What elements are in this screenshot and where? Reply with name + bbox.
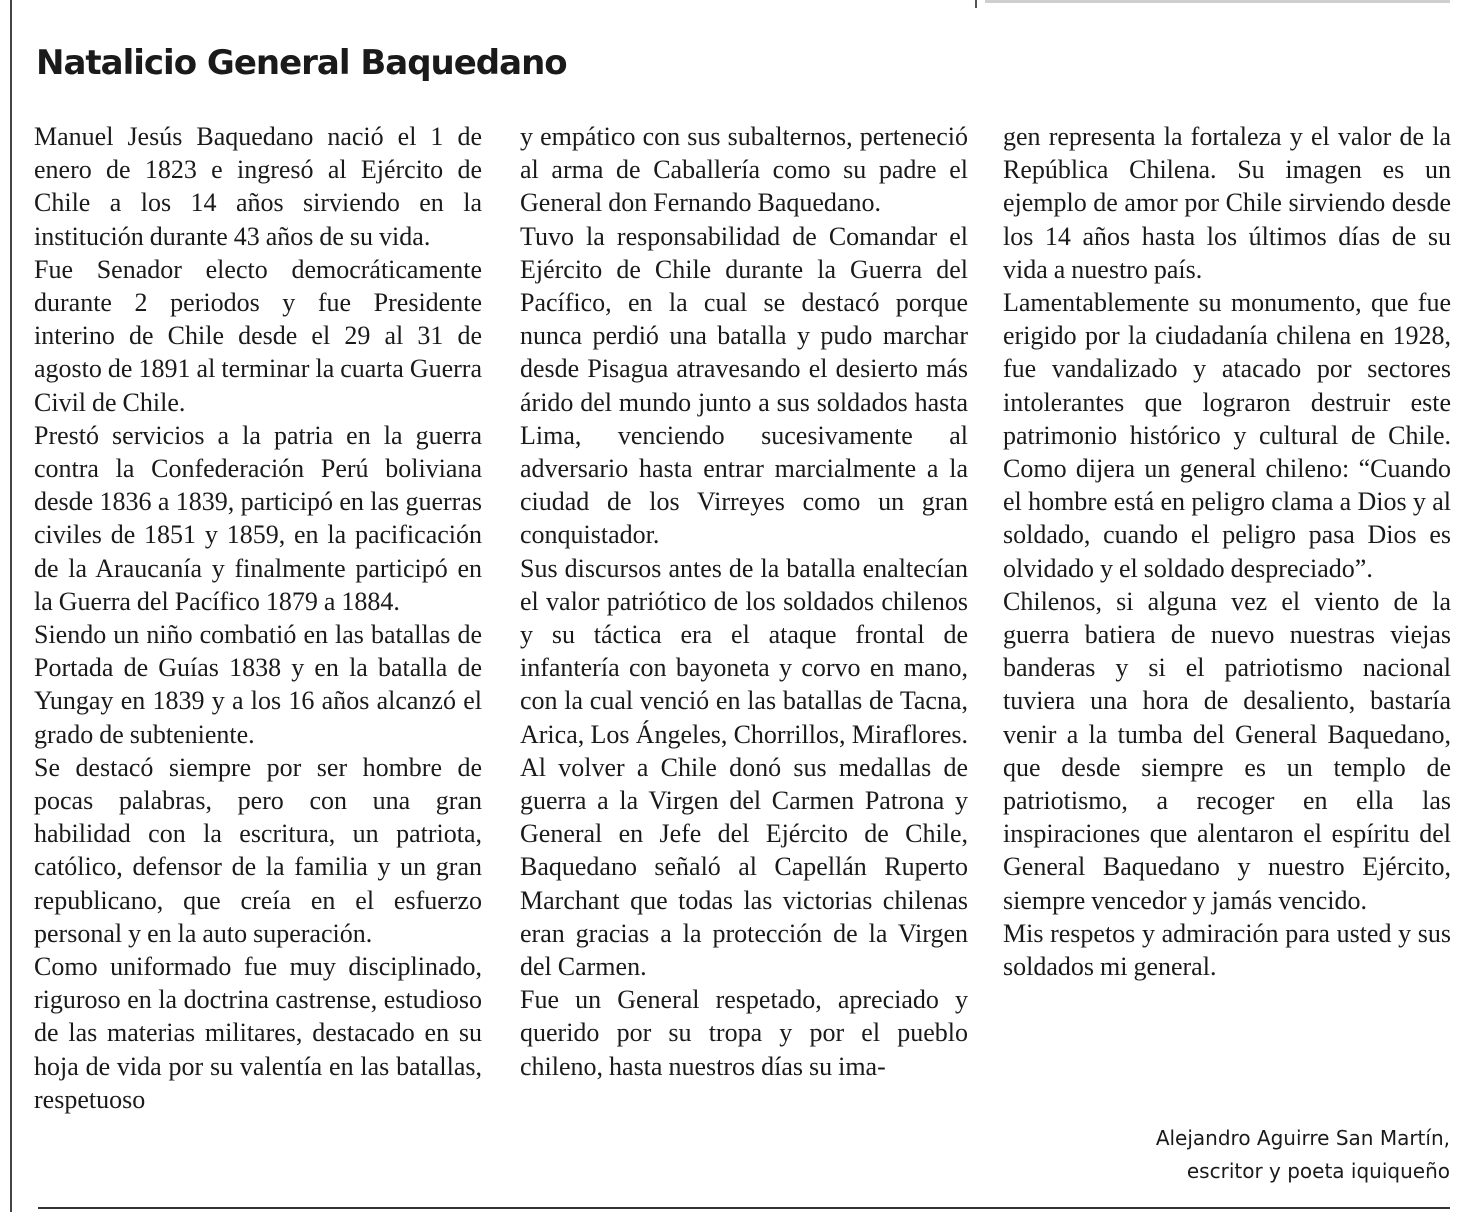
column-2-paragraph-1: y empático con sus subalternos, perteneció al arma de Caballería como su padre el General don Fernando Baquedano.	[520, 122, 968, 218]
column-1-paragraph-1: Manuel Jesús Baquedano nació el 1 de enero de 1823 e ingresó al Ejército de Chile a los 14 años sirviendo en la institución durante 43 años de su vida.	[34, 122, 482, 251]
article-headline: Natalicio General Baquedano	[36, 43, 567, 83]
column-3-paragraph-3: Chilenos, si alguna vez el viento de la guerra batiera de nuevo nuestras viejas banderas y si el patriotismo nacional tuviera una hora de desaliento, bastaría venir a la tumba del General Baquedano, que desde siempre es un templo de patriotismo, a recoger en ella las inspiraciones que alentaron el espíritu del General Baquedano y nuestro Ejército, siempre vencedor y jamás vencido.	[1003, 586, 1451, 915]
article-column-1	[34, 120, 482, 1116]
column-1-paragraph-4: Siendo un niño combatió en las batallas de Portada de Guías 1838 y en la batalla de Yungay en 1839 y a los 16 años alcanzó el grado de subteniente.	[34, 620, 482, 749]
column-1-paragraph-2: Fue Senador electo democráticamente durante 2 periodos y fue Presidente interino de Chile desde el 29 al 31 de agosto de 1891 al terminar la cuarta Guerra Civil de Chile.	[34, 254, 482, 417]
top-column-tick	[975, 0, 977, 8]
column-3-paragraph-1: gen representa la fortaleza y el valor de la República Chilena. Su imagen es un ejemplo de amor por Chile sirviendo desde los 14 años hasta los últimos días de su vida a nuestro país.	[1003, 122, 1451, 284]
bottom-rule	[38, 1207, 1450, 1209]
left-margin-rule	[10, 0, 12, 1212]
column-2-paragraph-3: Sus discursos antes de la batalla enaltecían el valor patriótico de los soldados chilenos y su táctica era el ataque frontal de infantería con bayoneta y corvo en mano, con la cual venció en las batallas de Tacna, Arica, Los Ángeles, Chorrillos, Miraflores. Al volver a Chile donó sus medallas de guerra a la Virgen del Carmen Patrona y General en Jefe del Ejército de Chile, Baquedano señaló al Capellán Ruperto Marchant que todas las victorias chilenas eran gracias a la protección de la Virgen del Carmen.	[520, 553, 968, 982]
author-signature	[1156, 1122, 1450, 1188]
top-rule	[985, 0, 1450, 3]
column-1-paragraph-5: Se destacó siempre por ser hombre de pocas palabras, pero con una gran habilidad con la escritura, un patriota, católico, defensor de la familia y un gran republicano, que creía en el esfuerzo personal y en la auto superación.	[34, 752, 482, 948]
article-column-3	[1003, 120, 1451, 983]
author-role: escritor y poeta iquiqueño	[1186, 1159, 1450, 1183]
column-3-paragraph-2: Lamentablemente su monumento, que fue erigido por la ciudadanía chilena en 1928, fue vandalizado y atacado por sectores intolerantes que lograron destruir este patrimonio histórico y cultural de Chile. Como dijera un general chileno: “Cuando el hombre está en peligro clama a Dios y al soldado, cuando el peligro pasa Dios es olvidado y el soldado despreciado”.	[1003, 288, 1451, 583]
column-3-paragraph-4: Mis respetos y admiración para usted y sus soldados mi general.	[1003, 918, 1451, 982]
author-name: Alejandro Aguirre San Martín,	[1155, 1126, 1450, 1150]
column-2-paragraph-4: Fue un General respetado, apreciado y querido por su tropa y por el pueblo chileno, hasta nuestros días su ima-	[520, 985, 968, 1081]
column-2-paragraph-2: Tuvo la responsabilidad de Comandar el Ejército de Chile durante la Guerra del Pacífico, en la cual se destacó porque nunca perdió una batalla y pudo marchar desde Pisagua atravesando el desierto más árido del mundo junto a sus soldados hasta Lima, venciendo sucesivamente al adversario hasta entrar marcialmente a la ciudad de los Virreyes como un gran conquistador.	[520, 221, 968, 550]
column-1-paragraph-3: Prestó servicios a la patria en la guerra contra la Confederación Perú boliviana desde 1836 a 1839, participó en las guerras civiles de 1851 y 1859, en la pacificación de la Araucanía y finalmente participó en la Guerra del Pacífico 1879 a 1884.	[34, 420, 482, 616]
article-column-2	[520, 120, 968, 1083]
column-1-paragraph-6: Como uniformado fue muy disciplinado, riguroso en la doctrina castrense, estudioso de las materias militares, destacado en su hoja de vida por su valentía en las batallas, respetuoso	[34, 952, 482, 1114]
